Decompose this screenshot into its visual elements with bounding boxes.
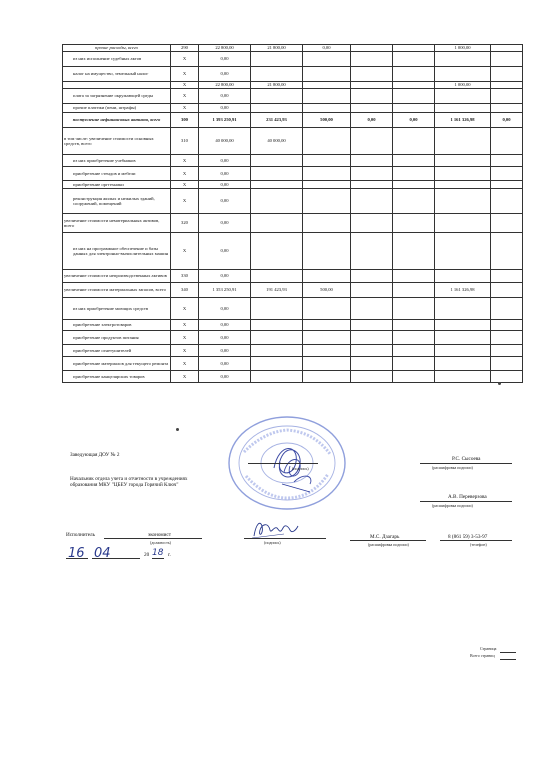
row-value-c1: 0,00: [199, 214, 251, 233]
row-value-c7: [491, 155, 523, 167]
row-value-c6: 1 161 326,98: [435, 113, 491, 128]
row-value-c7: [491, 45, 523, 52]
row-label: [63, 82, 171, 89]
row-value-c4: [351, 189, 393, 214]
row-value-c7: [491, 233, 523, 270]
row-value-c2: 21 800,00: [251, 82, 303, 89]
row-value-c1: 22 800,00: [199, 82, 251, 89]
executor-position: экономист: [148, 532, 171, 538]
row-code: 330: [171, 270, 199, 283]
row-label: приобретение электротоваров: [63, 320, 171, 331]
row-value-c5: [393, 189, 435, 214]
row-value-c5: [393, 283, 435, 298]
row-value-c4: [351, 52, 393, 67]
row-value-c1: 40 000,00: [199, 128, 251, 155]
row-value-c5: [393, 345, 435, 357]
row-value-c5: [393, 89, 435, 104]
row-value-c2: 191 423,93: [251, 283, 303, 298]
page-label: Страница: [480, 646, 497, 651]
row-value-c5: [393, 67, 435, 82]
date-year-line: [152, 558, 164, 559]
table-row: [63, 155, 523, 167]
row-value-c5: [393, 233, 435, 270]
row-code: Х: [171, 345, 199, 357]
row-code: Х: [171, 357, 199, 371]
table-row: [63, 345, 523, 357]
row-value-c2: [251, 52, 303, 67]
executor-label: Исполнитель: [66, 532, 96, 538]
row-value-c2: [251, 345, 303, 357]
row-value-c3: [303, 67, 351, 82]
row-value-c6: [435, 357, 491, 371]
row-value-c3: [303, 371, 351, 383]
row-value-c2: [251, 89, 303, 104]
row-value-c7: [491, 320, 523, 331]
row-label: увеличение стоимости непроизводственных активов: [63, 270, 171, 283]
executor-signature-caption: (подпись): [264, 540, 281, 545]
row-value-c1: 0,00: [199, 357, 251, 371]
row-label: из них исполнение судебных актов: [63, 52, 171, 67]
row-value-c5: [393, 52, 435, 67]
row-value-c1: 0,00: [199, 52, 251, 67]
row-value-c3: [303, 155, 351, 167]
head-title: Заведующая ДОУ № 2: [70, 452, 120, 458]
row-value-c4: [351, 283, 393, 298]
row-label: реконструкция жилых и нежилых зданий, сооружений, помещений: [63, 189, 171, 214]
row-label: прочие расходы, всего: [63, 45, 171, 52]
date-year-prefix: 20: [144, 552, 150, 558]
row-value-c6: [435, 181, 491, 189]
table-row: [63, 320, 523, 331]
row-value-c3: 0,00: [303, 45, 351, 52]
row-code: 300: [171, 113, 199, 128]
executor-phone-line: [440, 540, 512, 541]
row-value-c7: [491, 357, 523, 371]
row-value-c7: [491, 298, 523, 320]
row-value-c1: 0,00: [199, 155, 251, 167]
row-value-c2: [251, 167, 303, 181]
executor-phone: 8 (861 59) 3-53-97: [448, 534, 488, 540]
row-value-c6: 1 161 326,98: [435, 283, 491, 298]
row-value-c1: 0,00: [199, 167, 251, 181]
row-code: 320: [171, 214, 199, 233]
date-year: 18: [152, 548, 164, 558]
table-row: [63, 283, 523, 298]
row-value-c7: [491, 82, 523, 89]
accounting-name: А.В. Переверзова: [448, 494, 487, 500]
row-code: 310: [171, 128, 199, 155]
row-code: Х: [171, 167, 199, 181]
row-code: Х: [171, 82, 199, 89]
row-code: Х: [171, 233, 199, 270]
table-row: [63, 113, 523, 128]
date-month: 04: [94, 546, 111, 561]
row-value-c2: [251, 233, 303, 270]
row-value-c6: [435, 214, 491, 233]
row-value-c2: [251, 298, 303, 320]
row-code: Х: [171, 181, 199, 189]
row-value-c6: [435, 298, 491, 320]
row-value-c4: [351, 371, 393, 383]
row-code: Х: [171, 298, 199, 320]
row-value-c1: 0,00: [199, 371, 251, 383]
table-row: [63, 189, 523, 214]
row-value-c7: [491, 283, 523, 298]
row-label: приобретение оргтехники: [63, 181, 171, 189]
row-value-c1: 0,00: [199, 331, 251, 345]
row-value-c3: 500,00: [303, 283, 351, 298]
table-row: [63, 167, 523, 181]
accounting-name-caption: (расшифровка подписи): [432, 503, 473, 508]
row-value-c6: [435, 67, 491, 82]
row-value-c6: [435, 189, 491, 214]
row-value-c6: [435, 167, 491, 181]
row-code: Х: [171, 104, 199, 113]
row-value-c1: 0,00: [199, 189, 251, 214]
executor-position-line: [104, 538, 202, 539]
row-value-c7: [491, 214, 523, 233]
executor-position-caption: (должность): [150, 540, 171, 545]
row-value-c2: 40 000,00: [251, 128, 303, 155]
row-value-c1: 0,00: [199, 233, 251, 270]
row-value-c5: [393, 214, 435, 233]
total-pages-line: [500, 659, 516, 660]
row-value-c7: [491, 104, 523, 113]
row-value-c7: [491, 331, 523, 345]
row-value-c3: [303, 52, 351, 67]
row-value-c1: 0,00: [199, 345, 251, 357]
row-value-c2: [251, 320, 303, 331]
row-value-c5: [393, 331, 435, 345]
head-signature-line: [248, 463, 318, 464]
row-value-c6: [435, 89, 491, 104]
row-code: 340: [171, 283, 199, 298]
row-value-c2: [251, 181, 303, 189]
table-row: [63, 181, 523, 189]
row-value-c6: [435, 270, 491, 283]
row-value-c4: [351, 214, 393, 233]
accounting-title-text: Начальник отдела учета и отчетности в учреждениях образования МКУ "ЦБЕУ города Горячий Ключ": [70, 476, 188, 489]
row-value-c3: [303, 104, 351, 113]
executor-phone-caption: (телефон): [470, 542, 487, 547]
table-row: [63, 128, 523, 155]
row-value-c3: 500,00: [303, 113, 351, 128]
row-value-c6: [435, 128, 491, 155]
row-value-c3: [303, 345, 351, 357]
row-label: приобретение материалов для текущего ремонта: [63, 357, 171, 371]
row-value-c7: [491, 181, 523, 189]
row-code: Х: [171, 189, 199, 214]
table-row: [63, 45, 523, 52]
row-value-c7: [491, 270, 523, 283]
table-row: [63, 298, 523, 320]
row-value-c4: [351, 45, 393, 52]
row-value-c4: [351, 67, 393, 82]
row-value-c2: [251, 67, 303, 82]
row-code: Х: [171, 89, 199, 104]
row-value-c3: [303, 181, 351, 189]
row-value-c2: [251, 189, 303, 214]
speck-mark: [498, 382, 501, 385]
row-value-c1: 0,00: [199, 298, 251, 320]
row-value-c2: [251, 331, 303, 345]
row-value-c1: 0,00: [199, 67, 251, 82]
row-value-c4: 0,00: [351, 113, 393, 128]
row-value-c3: [303, 270, 351, 283]
row-code: Х: [171, 320, 199, 331]
row-code: Х: [171, 331, 199, 345]
table-row: [63, 270, 523, 283]
row-value-c6: [435, 320, 491, 331]
row-value-c2: [251, 371, 303, 383]
table-row: [63, 233, 523, 270]
row-value-c7: [491, 67, 523, 82]
speck-mark: [176, 428, 179, 431]
row-value-c5: [393, 45, 435, 52]
row-value-c5: [393, 167, 435, 181]
row-label: из них приобретение моющих средств: [63, 298, 171, 320]
row-value-c4: [351, 167, 393, 181]
table-row: [63, 104, 523, 113]
row-value-c5: [393, 128, 435, 155]
row-value-c6: 1 000,00: [435, 82, 491, 89]
head-name: Р.С. Сысоева: [452, 456, 481, 462]
row-value-c2: [251, 270, 303, 283]
row-value-c2: [251, 214, 303, 233]
accounting-name-line: [420, 501, 512, 502]
total-pages-label: Всего страниц: [470, 653, 495, 658]
date-month-line: [92, 558, 140, 559]
row-value-c7: 0,00: [491, 113, 523, 128]
row-value-c5: [393, 82, 435, 89]
row-value-c5: [393, 181, 435, 189]
executor-name: М.С. Дзагарь: [370, 534, 400, 540]
head-name-line: [420, 463, 512, 464]
table-row: [63, 52, 523, 67]
row-value-c3: [303, 298, 351, 320]
row-value-c4: [351, 357, 393, 371]
row-value-c6: [435, 331, 491, 345]
row-value-c1: 0,00: [199, 320, 251, 331]
row-code: 290: [171, 45, 199, 52]
row-label: приобретение канцелярских товаров: [63, 371, 171, 383]
row-label: из них на программное обеспечение и базы данных для электронно-вычислительных машин: [63, 233, 171, 270]
row-value-c5: [393, 298, 435, 320]
row-label: налог на имущество, земельный налог: [63, 67, 171, 82]
row-value-c1: 0,00: [199, 89, 251, 104]
row-label: увеличение стоимости нематериальных активов, всего: [63, 214, 171, 233]
table-row: [63, 371, 523, 383]
page-number-line: [500, 652, 516, 653]
table-row: [63, 89, 523, 104]
row-value-c3: [303, 357, 351, 371]
row-value-c4: [351, 320, 393, 331]
row-value-c5: [393, 320, 435, 331]
row-value-c4: [351, 331, 393, 345]
row-label: плата за загрязнение окружающей среды: [63, 89, 171, 104]
accounting-title: [70, 476, 200, 489]
row-label: прочие платежи (пени, штрафы): [63, 104, 171, 113]
row-value-c1: 0,00: [199, 270, 251, 283]
row-label: увеличение стоимости материальных запасов, всего: [63, 283, 171, 298]
head-name-caption: (расшифровка подписи): [432, 465, 473, 470]
row-code: Х: [171, 52, 199, 67]
row-value-c4: [351, 155, 393, 167]
row-value-c6: [435, 371, 491, 383]
row-value-c6: 1 000,00: [435, 45, 491, 52]
row-code: Х: [171, 155, 199, 167]
row-value-c5: [393, 357, 435, 371]
row-value-c4: [351, 270, 393, 283]
row-value-c3: [303, 233, 351, 270]
row-value-c4: [351, 128, 393, 155]
row-value-c2: [251, 357, 303, 371]
row-value-c2: [251, 104, 303, 113]
row-value-c4: [351, 104, 393, 113]
row-value-c3: [303, 320, 351, 331]
table-row: [63, 331, 523, 345]
row-value-c3: [303, 214, 351, 233]
row-value-c5: [393, 270, 435, 283]
row-value-c4: [351, 298, 393, 320]
row-value-c3: [303, 89, 351, 104]
executor-signature-line: [244, 538, 326, 539]
row-value-c3: [303, 128, 351, 155]
row-value-c5: [393, 104, 435, 113]
row-value-c1: 1 353 250,91: [199, 283, 251, 298]
row-label: приобретение огнетушителей: [63, 345, 171, 357]
row-label: из них приобретение учебников: [63, 155, 171, 167]
date-day-line: [66, 558, 88, 559]
row-value-c4: [351, 345, 393, 357]
row-value-c1: 0,00: [199, 104, 251, 113]
row-label: в том числе: увеличение стоимости основных средств, всего: [63, 128, 171, 155]
row-value-c5: 0,00: [393, 113, 435, 128]
table-row: [63, 214, 523, 233]
row-label: приобретение стендов и мебели: [63, 167, 171, 181]
financial-plan-table: [62, 44, 523, 383]
row-value-c6: [435, 233, 491, 270]
row-label: приобретение продуктов питания: [63, 331, 171, 345]
row-value-c3: [303, 167, 351, 181]
row-value-c7: [491, 345, 523, 357]
head-signature-caption: (подпись): [292, 466, 309, 471]
row-value-c3: [303, 189, 351, 214]
date-suffix: г.: [168, 552, 171, 558]
row-value-c2: 21 800,00: [251, 45, 303, 52]
row-value-c6: [435, 52, 491, 67]
row-value-c7: [491, 371, 523, 383]
row-value-c7: [491, 128, 523, 155]
row-value-c2: 231 423,93: [251, 113, 303, 128]
table-row: [63, 67, 523, 82]
row-value-c3: [303, 331, 351, 345]
row-value-c4: [351, 82, 393, 89]
row-code: Х: [171, 371, 199, 383]
row-value-c7: [491, 52, 523, 67]
row-value-c7: [491, 89, 523, 104]
row-value-c4: [351, 233, 393, 270]
row-value-c6: [435, 155, 491, 167]
table-row: [63, 82, 523, 89]
date-day: 16: [68, 546, 85, 561]
row-label: поступление нефинансовых активов, всего: [63, 113, 171, 128]
executor-name-caption: (расшифровка подписи): [368, 542, 409, 547]
row-value-c2: [251, 155, 303, 167]
row-value-c7: [491, 189, 523, 214]
row-value-c5: [393, 371, 435, 383]
row-value-c7: [491, 167, 523, 181]
row-value-c6: [435, 345, 491, 357]
row-value-c6: [435, 104, 491, 113]
row-code: Х: [171, 67, 199, 82]
row-value-c5: [393, 155, 435, 167]
row-value-c4: [351, 181, 393, 189]
row-value-c4: [351, 89, 393, 104]
executor-name-line: [350, 540, 426, 541]
table-row: [63, 357, 523, 371]
row-value-c1: 0,00: [199, 181, 251, 189]
row-value-c1: 1 393 250,91: [199, 113, 251, 128]
row-value-c3: [303, 82, 351, 89]
row-value-c1: 22 800,00: [199, 45, 251, 52]
